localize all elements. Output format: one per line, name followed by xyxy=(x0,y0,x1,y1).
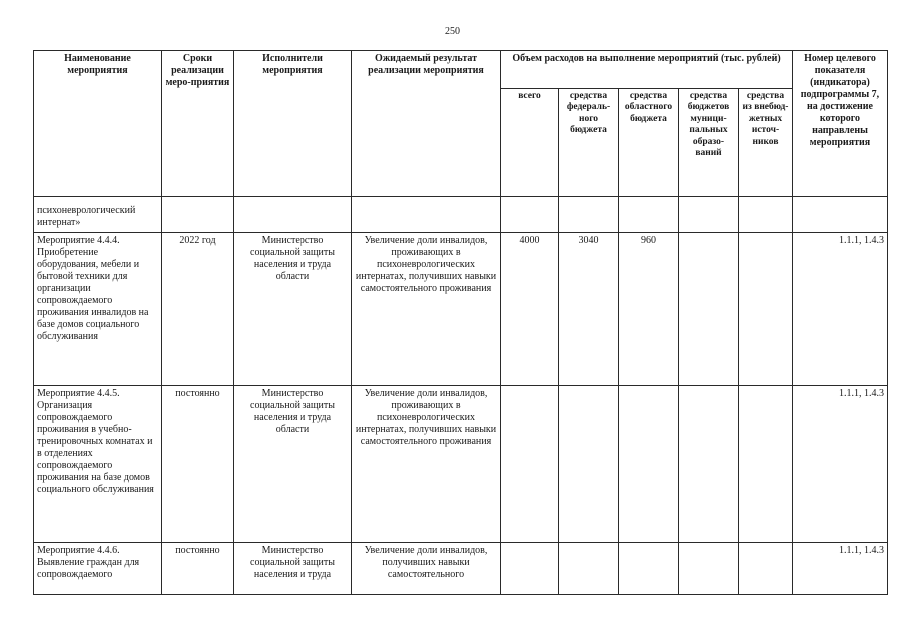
row-federal xyxy=(559,386,619,543)
header-row-main xyxy=(34,51,888,89)
row-terms: постоянно xyxy=(162,386,234,543)
row-indicator xyxy=(793,197,888,233)
row-indicator: 1.1.1, 1.4.3 xyxy=(793,386,888,543)
row-federal xyxy=(559,543,619,595)
row-indicator: 1.1.1, 1.4.3 xyxy=(793,543,888,595)
row-name: Мероприятие 4.4.4. Приобретение оборудования, мебели и бытовой техники для организации сопровождаемого проживания инвалидов на базе домов социального обслуживания xyxy=(34,233,162,386)
row-terms: 2022 год xyxy=(162,233,234,386)
header-result: Ожидаемый результат реализации мероприятия xyxy=(352,51,501,197)
header-total: всего xyxy=(501,89,559,197)
row-result: Увеличение доли инвалидов, получивших навыки самостоятельного xyxy=(352,543,501,595)
header-federal: средства федераль-ного бюджета xyxy=(559,89,619,197)
row-offbudget xyxy=(739,543,793,595)
row-offbudget xyxy=(739,197,793,233)
header-offbudget: средства из внебюд-жетных источ-ников xyxy=(739,89,793,197)
row-municipal xyxy=(679,543,739,595)
row-result xyxy=(352,197,501,233)
row-municipal xyxy=(679,386,739,543)
row-executors: Министерство социальной защиты населения и труда области xyxy=(234,386,352,543)
header-name: Наименование мероприятия xyxy=(34,51,162,197)
row-name: Мероприятие 4.4.5. Организация сопровождаемого проживания в учебно-тренировочных комнатах и в отделениях сопровождаемого проживания на базе домов социального обслуживания xyxy=(34,386,162,543)
row-executors: Министерство социальной защиты населения и труда области xyxy=(234,233,352,386)
row-offbudget xyxy=(739,386,793,543)
table-row xyxy=(34,386,888,543)
row-name: психоневрологический интернат» xyxy=(34,197,162,233)
row-indicator: 1.1.1, 1.4.3 xyxy=(793,233,888,386)
row-municipal xyxy=(679,197,739,233)
header-indicator: Номер целевого показателя (индикатора) подпрограммы 7, на достижение которого направлены мероприятия xyxy=(793,51,888,197)
row-regional: 960 xyxy=(619,233,679,386)
table-row xyxy=(34,233,888,386)
header-regional: средства областного бюджета xyxy=(619,89,679,197)
measures-table xyxy=(33,50,888,595)
row-terms: постоянно xyxy=(162,543,234,595)
row-total xyxy=(501,197,559,233)
row-total xyxy=(501,386,559,543)
table-row xyxy=(34,197,888,233)
row-terms xyxy=(162,197,234,233)
row-federal: 3040 xyxy=(559,233,619,386)
row-regional xyxy=(619,543,679,595)
table-row xyxy=(34,543,888,595)
row-offbudget xyxy=(739,233,793,386)
row-municipal xyxy=(679,233,739,386)
row-executors xyxy=(234,197,352,233)
row-federal xyxy=(559,197,619,233)
row-total xyxy=(501,543,559,595)
row-executors: Министерство социальной защиты населения и труда xyxy=(234,543,352,595)
row-name: Мероприятие 4.4.6. Выявление граждан для сопровождаемого xyxy=(34,543,162,595)
page-number: 250 xyxy=(445,26,460,37)
header-executors: Исполнители мероприятия xyxy=(234,51,352,197)
row-total: 4000 xyxy=(501,233,559,386)
row-result: Увеличение доли инвалидов, проживающих в психоневрологических интернатах, получивших навыки самостоятельного проживания xyxy=(352,386,501,543)
row-result: Увеличение доли инвалидов, проживающих в психоневрологических интернатах, получивших навыки самостоятельного проживания xyxy=(352,233,501,386)
header-terms: Сроки реализации меро-приятия xyxy=(162,51,234,197)
header-expenses: Объем расходов на выполнение мероприятий (тыс. рублей) xyxy=(501,51,793,89)
row-regional xyxy=(619,197,679,233)
row-regional xyxy=(619,386,679,543)
header-municipal: средства бюджетов муници-пальных образо-ваний xyxy=(679,89,739,197)
